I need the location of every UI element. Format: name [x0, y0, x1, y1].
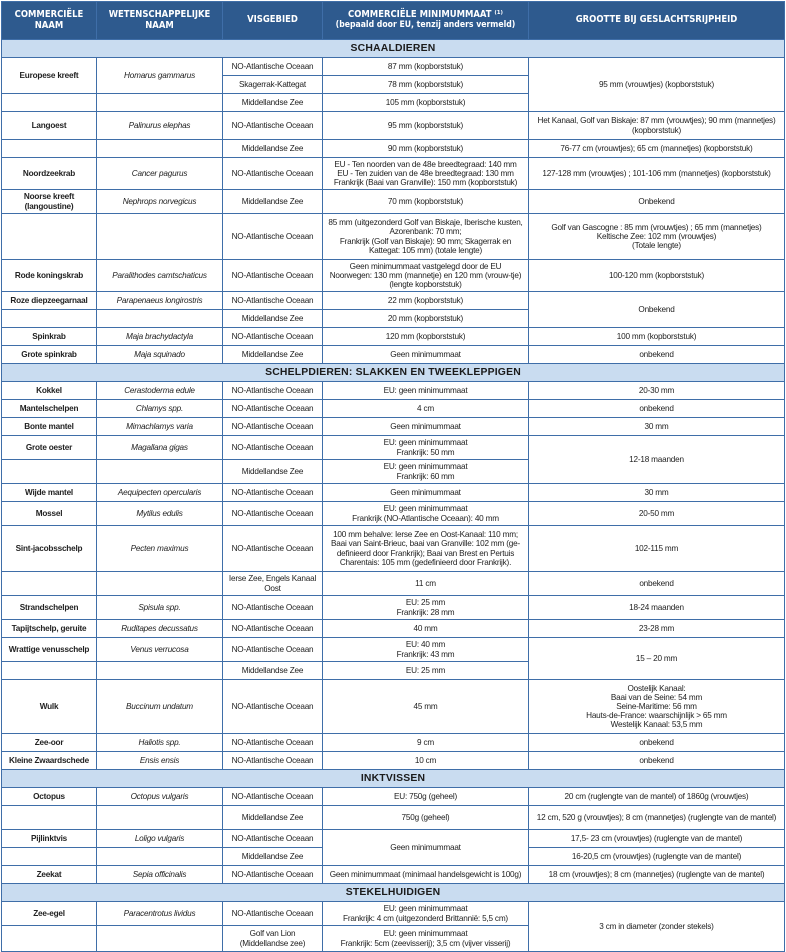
maturity-size: Oostelijk Kanaal: Baai van de Seine: 54 mm Seine-Maritime: 56 mm Hauts-de-France: waarschijnlijk > 65 mm Westelijk Kanaal: 53,5 mm — [529, 680, 785, 734]
min-size: EU: 750g (geheel) — [323, 788, 529, 806]
header-min-size — [323, 2, 529, 40]
commercial-name — [2, 460, 97, 484]
commercial-name: Kleine Zwaardschede — [2, 752, 97, 770]
scientific-name: Cancer pagurus — [97, 158, 223, 190]
fishing-area: NO-Atlantische Oceaan — [223, 214, 323, 260]
commercial-name: Zee-egel — [2, 902, 97, 926]
section-row — [2, 884, 785, 902]
min-size: 45 mm — [323, 680, 529, 734]
commercial-name: Strandschelpen — [2, 596, 97, 620]
table-row — [2, 806, 785, 830]
commercial-name — [2, 214, 97, 260]
maturity-size: 95 mm (vrouwtjes) (kopborststuk) — [529, 58, 785, 112]
fishing-area: NO-Atlantische Oceaan — [223, 902, 323, 926]
header-row — [2, 2, 785, 40]
fishing-area: NO-Atlantische Oceaan — [223, 596, 323, 620]
maturity-size: onbekend — [529, 752, 785, 770]
min-size: 85 mm (uitgezonderd Golf van Biskaje, Iberische kusten, Azorenbank: 70 mm; Frankrijk (Golf van Biskaje): 90 mm; Skagerrak en Kattegat: 105 mm) (totale lengte) — [323, 214, 529, 260]
table-row — [2, 158, 785, 190]
min-size: 87 mm (kopborststuk) — [323, 58, 529, 76]
min-size: 40 mm — [323, 620, 529, 638]
scientific-name: Buccinum undatum — [97, 680, 223, 734]
fishing-area: NO-Atlantische Oceaan — [223, 830, 323, 848]
header-fishing-area: VISGEBIED — [223, 2, 323, 40]
scientific-name: Ruditapes decussatus — [97, 620, 223, 638]
commercial-name: Grote oester — [2, 436, 97, 460]
fishing-area: NO-Atlantische Oceaan — [223, 752, 323, 770]
commercial-name: Noorse kreeft (langoustine) — [2, 190, 97, 214]
maturity-size: Onbekend — [529, 190, 785, 214]
header-min-size-title: COMMERCIËLE MINIMUMMAAT ⁽¹⁾ — [348, 9, 503, 21]
maturity-size: 76-77 cm (vrouwtjes); 65 cm (mannetjes) (kopborststuk) — [529, 140, 785, 158]
maturity-size: 100 mm (kopborststuk) — [529, 328, 785, 346]
table-row — [2, 596, 785, 620]
min-size: 10 cm — [323, 752, 529, 770]
table-row — [2, 866, 785, 884]
min-size: 70 mm (kopborststuk) — [323, 190, 529, 214]
scientific-name: Ensis ensis — [97, 752, 223, 770]
table-row — [2, 572, 785, 596]
maturity-size: Het Kanaal, Golf van Biskaje: 87 mm (vrouwtjes); 90 mm (mannetjes) (kopborststuk) — [529, 112, 785, 140]
commercial-name: Grote spinkrab — [2, 346, 97, 364]
min-size: Geen minimummaat vastgelegd door de EU Noorwegen: 130 mm (mannetje) en 120 mm (vrouw-tje) (lengte kopborststuk) — [323, 260, 529, 292]
fishing-area: Middellandse Zee — [223, 140, 323, 158]
fishing-area: Middellandse Zee — [223, 94, 323, 112]
table-row — [2, 902, 785, 926]
maturity-size: 16-20,5 cm (vrouwtjes) (ruglengte van de mantel) — [529, 848, 785, 866]
commercial-name — [2, 926, 97, 952]
fishing-area: NO-Atlantische Oceaan — [223, 58, 323, 76]
section-row — [2, 770, 785, 788]
maturity-size: 102-115 mm — [529, 526, 785, 572]
table-row — [2, 400, 785, 418]
scientific-name: Magallana gigas — [97, 436, 223, 460]
commercial-name: Rode koningskrab — [2, 260, 97, 292]
fishing-area: NO-Atlantische Oceaan — [223, 502, 323, 526]
scientific-name: Sepia officinalis — [97, 866, 223, 884]
commercial-name — [2, 848, 97, 866]
table-row — [2, 638, 785, 662]
fishing-area: NO-Atlantische Oceaan — [223, 112, 323, 140]
fishing-area: Golf van Lion (Middellandse zee) — [223, 926, 323, 952]
table-row — [2, 680, 785, 734]
maturity-size: 23-28 mm — [529, 620, 785, 638]
min-size: 750g (geheel) — [323, 806, 529, 830]
header-min-size-note: (bepaald door EU, tenzij anders vermeld) — [335, 19, 516, 30]
commercial-name: Langoest — [2, 112, 97, 140]
section-title: SCHAALDIEREN — [2, 40, 785, 58]
min-size: Geen minimummaat (minimaal handelsgewicht is 100g) — [323, 866, 529, 884]
fishing-area: NO-Atlantische Oceaan — [223, 400, 323, 418]
commercial-name: Pijlinktvis — [2, 830, 97, 848]
maturity-size: onbekend — [529, 346, 785, 364]
fishing-area: NO-Atlantische Oceaan — [223, 788, 323, 806]
min-size: 4 cm — [323, 400, 529, 418]
maturity-size: Golf van Gascogne : 85 mm (vrouwtjes) ; 65 mm (mannetjes) Keltische Zee: 102 mm (vrouwtjes) (Totale lengte) — [529, 214, 785, 260]
fishing-area: NO-Atlantische Oceaan — [223, 382, 323, 400]
section-title: INKTVISSEN — [2, 770, 785, 788]
maturity-size: onbekend — [529, 572, 785, 596]
min-size: EU: geen minimummaat Frankrijk: 60 mm — [323, 460, 529, 484]
header-scientific-name: WETENSCHAPPELIJKE NAAM — [97, 2, 223, 40]
section-title: SCHELPDIEREN: SLAKKEN EN TWEEKLEPPIGEN — [2, 364, 785, 382]
commercial-name: Kokkel — [2, 382, 97, 400]
maturity-size: 17,5- 23 cm (vrouwtjes) (ruglengte van de mantel) — [529, 830, 785, 848]
scientific-name: Cerastoderma edule — [97, 382, 223, 400]
maturity-size: onbekend — [529, 400, 785, 418]
fishing-area: NO-Atlantische Oceaan — [223, 638, 323, 662]
scientific-name — [97, 94, 223, 112]
scientific-name — [97, 848, 223, 866]
fishing-area: Ierse Zee, Engels Kanaal Oost — [223, 572, 323, 596]
min-size: EU: 25 mm Frankrijk: 28 mm — [323, 596, 529, 620]
scientific-name: Pecten maximus — [97, 526, 223, 572]
min-size: EU: geen minimummaat Frankrijk: 50 mm — [323, 436, 529, 460]
min-size: 100 mm behalve: Ierse Zee en Oost-Kanaal: 110 mm; Baai van Saint-Brieuc, baai van Granville: 102 mm (ge-definieerd door Frankrijk); Baai van Brest en Pertuis Charentais: 105 mm (gedefinieerd door Frankrijk). — [323, 526, 529, 572]
scientific-name: Spisula spp. — [97, 596, 223, 620]
table-row — [2, 112, 785, 140]
commercial-name — [2, 806, 97, 830]
commercial-name: Zeekat — [2, 866, 97, 884]
scientific-name: Venus verrucosa — [97, 638, 223, 662]
fishing-area: Middellandse Zee — [223, 346, 323, 364]
maturity-size: 3 cm in diameter (zonder stekels) — [529, 902, 785, 952]
commercial-name: Wrattige venusschelp — [2, 638, 97, 662]
table-row — [2, 140, 785, 158]
fishing-area: Middellandse Zee — [223, 848, 323, 866]
scientific-name: Maja squinado — [97, 346, 223, 364]
table-row — [2, 752, 785, 770]
scientific-name — [97, 214, 223, 260]
scientific-name: Aequipecten opercularis — [97, 484, 223, 502]
table-row — [2, 734, 785, 752]
fishing-area: Middellandse Zee — [223, 806, 323, 830]
size-table — [1, 1, 785, 952]
commercial-name: Wulk — [2, 680, 97, 734]
maturity-size: 18 cm (vrouwtjes); 8 cm (mannetjes) (ruglengte van de mantel) — [529, 866, 785, 884]
commercial-name — [2, 572, 97, 596]
scientific-name — [97, 460, 223, 484]
commercial-name: Spinkrab — [2, 328, 97, 346]
scientific-name: Mytilus edulis — [97, 502, 223, 526]
table-row — [2, 418, 785, 436]
min-size: 120 mm (kopborststuk) — [323, 328, 529, 346]
min-size: 95 mm (kopborststuk) — [323, 112, 529, 140]
fishing-area: Middellandse Zee — [223, 662, 323, 680]
scientific-name: Chlamys spp. — [97, 400, 223, 418]
maturity-size: 127-128 mm (vrouwtjes) ; 101-106 mm (mannetjes) (kopborststuk) — [529, 158, 785, 190]
commercial-name: Zee-oor — [2, 734, 97, 752]
table-row — [2, 526, 785, 572]
min-size: EU: 25 mm — [323, 662, 529, 680]
table-row — [2, 190, 785, 214]
section-title: STEKELHUIDIGEN — [2, 884, 785, 902]
fishing-area: Middellandse Zee — [223, 460, 323, 484]
scientific-name: Paralithodes camtschaticus — [97, 260, 223, 292]
min-size: 105 mm (kopborststuk) — [323, 94, 529, 112]
header-commercial-name: COMMERCIËLE NAAM — [2, 2, 97, 40]
min-size: Geen minimummaat — [323, 830, 529, 866]
maturity-size: 12 cm, 520 g (vrouwtjes); 8 cm (mannetjes) (ruglengte van de mantel) — [529, 806, 785, 830]
table-row — [2, 830, 785, 848]
commercial-name: Roze diepzeegarnaal — [2, 292, 97, 310]
commercial-name: Wijde mantel — [2, 484, 97, 502]
table-row — [2, 58, 785, 76]
table-row — [2, 484, 785, 502]
fishing-area: NO-Atlantische Oceaan — [223, 292, 323, 310]
maturity-size: 30 mm — [529, 418, 785, 436]
table-row — [2, 382, 785, 400]
fishing-area: NO-Atlantische Oceaan — [223, 484, 323, 502]
scientific-name — [97, 140, 223, 158]
commercial-name: Sint-jacobsschelp — [2, 526, 97, 572]
table-row — [2, 788, 785, 806]
commercial-name — [2, 140, 97, 158]
scientific-name: Loligo vulgaris — [97, 830, 223, 848]
table-row — [2, 214, 785, 260]
maturity-size: 20-30 mm — [529, 382, 785, 400]
fishing-area: NO-Atlantische Oceaan — [223, 418, 323, 436]
commercial-name — [2, 310, 97, 328]
fishing-area: NO-Atlantische Oceaan — [223, 680, 323, 734]
commercial-name: Mossel — [2, 502, 97, 526]
maturity-size: onbekend — [529, 734, 785, 752]
fishing-area: Middellandse Zee — [223, 190, 323, 214]
fishing-area: NO-Atlantische Oceaan — [223, 328, 323, 346]
scientific-name — [97, 310, 223, 328]
fishing-area: NO-Atlantische Oceaan — [223, 260, 323, 292]
commercial-name: Noordzeekrab — [2, 158, 97, 190]
min-size: EU: geen minimummaat Frankrijk: 4 cm (uitgezonderd Brittannië: 5,5 cm) — [323, 902, 529, 926]
min-size: 78 mm (kopborststuk) — [323, 76, 529, 94]
min-size: 22 mm (kopborststuk) — [323, 292, 529, 310]
min-size: EU: 40 mm Frankrijk: 43 mm — [323, 638, 529, 662]
min-size: Geen minimummaat — [323, 418, 529, 436]
table-row — [2, 292, 785, 310]
min-size: 9 cm — [323, 734, 529, 752]
commercial-name: Tapijtschelp, geruite — [2, 620, 97, 638]
table-row — [2, 346, 785, 364]
fishing-area: NO-Atlantische Oceaan — [223, 526, 323, 572]
commercial-name: Bonte mantel — [2, 418, 97, 436]
scientific-name — [97, 926, 223, 952]
maturity-size: 100-120 mm (kopborststuk) — [529, 260, 785, 292]
min-size: Geen minimummaat — [323, 484, 529, 502]
commercial-name: Europese kreeft — [2, 58, 97, 94]
min-size: 11 cm — [323, 572, 529, 596]
maturity-size: 30 mm — [529, 484, 785, 502]
min-size: EU - Ten noorden van de 48e breedtegraad: 140 mm EU - Ten zuiden van de 48e breedtegraad: 130 mm Frankrijk (Baai van Granville): 150 mm (kopborststuk) — [323, 158, 529, 190]
fishing-area: NO-Atlantische Oceaan — [223, 620, 323, 638]
scientific-name: Homarus gammarus — [97, 58, 223, 94]
fishing-area: Skagerrak-Kattegat — [223, 76, 323, 94]
section-row — [2, 364, 785, 382]
scientific-name: Mimachlamys varia — [97, 418, 223, 436]
table-row — [2, 620, 785, 638]
commercial-name — [2, 662, 97, 680]
scientific-name: Paracentrotus lividus — [97, 902, 223, 926]
min-size: EU: geen minimummaat Frankrijk (NO-Atlantische Oceaan): 40 mm — [323, 502, 529, 526]
header-maturity-size: GROOTTE BIJ GESLACHTSRIJPHEID — [529, 2, 785, 40]
maturity-size: 12-18 maanden — [529, 436, 785, 484]
fishing-area: Middellandse Zee — [223, 310, 323, 328]
maturity-size: 20 cm (ruglengte van de mantel) of 1860g (vrouwtjes) — [529, 788, 785, 806]
section-row — [2, 40, 785, 58]
scientific-name — [97, 806, 223, 830]
scientific-name: Maja brachydactyla — [97, 328, 223, 346]
commercial-name: Mantelschelpen — [2, 400, 97, 418]
table-row — [2, 502, 785, 526]
scientific-name: Haliotis spp. — [97, 734, 223, 752]
maturity-size: 18-24 maanden — [529, 596, 785, 620]
min-size: Geen minimummaat — [323, 346, 529, 364]
maturity-size: 20-50 mm — [529, 502, 785, 526]
commercial-name: Octopus — [2, 788, 97, 806]
min-size: 90 mm (kopborststuk) — [323, 140, 529, 158]
min-size: EU: geen minimummaat — [323, 382, 529, 400]
scientific-name — [97, 662, 223, 680]
scientific-name: Nephrops norvegicus — [97, 190, 223, 214]
maturity-size: 15 – 20 mm — [529, 638, 785, 680]
fishing-area: NO-Atlantische Oceaan — [223, 436, 323, 460]
table-row — [2, 436, 785, 460]
commercial-name — [2, 94, 97, 112]
page — [1, 1, 784, 948]
scientific-name: Octopus vulgaris — [97, 788, 223, 806]
fishing-area: NO-Atlantische Oceaan — [223, 734, 323, 752]
table-row — [2, 260, 785, 292]
min-size: 20 mm (kopborststuk) — [323, 310, 529, 328]
scientific-name — [97, 572, 223, 596]
fishing-area: NO-Atlantische Oceaan — [223, 866, 323, 884]
min-size: EU: geen minimummaat Frankrijk: 5cm (zeevisserij); 3,5 cm (vijver visserij) — [323, 926, 529, 952]
maturity-size: Onbekend — [529, 292, 785, 328]
table-row — [2, 328, 785, 346]
scientific-name: Parapenaeus longirostris — [97, 292, 223, 310]
fishing-area: NO-Atlantische Oceaan — [223, 158, 323, 190]
scientific-name: Palinurus elephas — [97, 112, 223, 140]
